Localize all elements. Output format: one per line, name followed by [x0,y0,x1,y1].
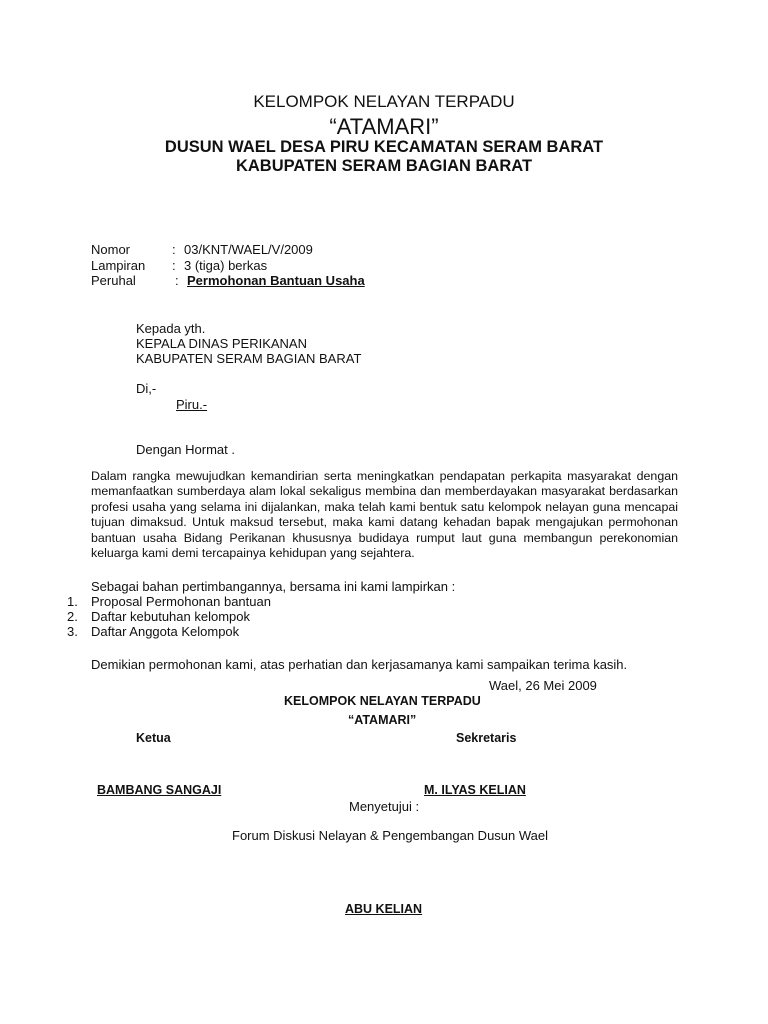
closing-statement: Demikian permohonan kami, atas perhatian dan kerjasamanya kami sampaikan terima kasih. [91,657,628,672]
meta-label: Nomor [91,242,131,257]
signature-group-name: “ATAMARI” [348,713,417,727]
meta-separator: : [172,242,176,257]
list-number: 3. [67,624,78,639]
role-sekretaris: Sekretaris [456,731,517,745]
recipient-place: Piru.- [176,397,208,412]
meta-row-nomor [91,242,491,258]
meta-separator: : [175,273,179,288]
header-line-3: DUSUN WAEL DESA PIRU KECAMATAN SERAM BARAT [164,138,604,156]
body-paragraph: Dalam rangka mewujudkan kemandirian serta meningkatkan pendapatan perkapita masyarakat dengan memanfaatkan sumberdaya alam lokal sekaligus membina dan memberdayakan masyarakat berdasarkan profesi usaha yang selama ini dijalankan, maka telah kami bentuk satu kelompok nelayan guna mencapai tujuan dimaksud. Untuk maksud tersebut, maka kami datang kehadan bapak mengajukan permohonan bantuan usaha Bidang Perikanan khususnya budidaya rumput laut guna membangun perekonomian keluarga kami demi tercapainya kehidupan yang sejahtera. [91,469,678,561]
list-item [67,609,367,625]
list-item [67,624,367,640]
meta-row-lampiran [91,258,491,274]
list-text: Daftar kebutuhan kelompok [91,609,250,624]
recipient-office: KEPALA DINAS PERIKANAN [136,336,307,351]
forum-name: Forum Diskusi Nelayan & Pengembangan Dusun Wael [232,828,549,843]
attachments-intro: Sebagai bahan pertimbangannya, bersama ini kami lampirkan : [91,579,456,594]
list-text: Daftar Anggota Kelompok [91,624,240,639]
header-line-1: KELOMPOK NELAYAN TERPADU [253,92,515,111]
signatory-sekretaris-name: M. ILYAS KELIAN [424,783,526,797]
meta-value-subject: Permohonan Bantuan Usaha [187,273,365,288]
meta-value: 03/KNT/WAEL/V/2009 [184,242,313,257]
list-item [67,594,367,610]
meta-label: Peruhal [91,273,136,288]
meta-separator: : [172,258,176,273]
meta-row-peruhal [91,273,491,289]
header-line-4: KABUPATEN SERAM BAGIAN BARAT [235,157,533,175]
list-text: Proposal Permohonan bantuan [91,594,271,609]
list-number: 2. [67,609,78,624]
header-group-name: “ATAMARI” [329,114,439,139]
recipient-salutation: Kepada yth. [136,321,206,336]
date-line: Wael, 26 Mei 2009 [489,678,597,693]
approval-label: Menyetujui : [349,799,420,814]
signatory-ketua-name: BAMBANG SANGAJI [97,783,222,797]
approver-name: ABU KELIAN [345,902,423,916]
recipient-regency: KABUPATEN SERAM BAGIAN BARAT [136,351,362,366]
meta-value: 3 (tiga) berkas [184,258,268,273]
list-number: 1. [67,594,78,609]
greeting: Dengan Hormat . [136,442,235,457]
signature-org: KELOMPOK NELAYAN TERPADU [284,694,481,708]
recipient-di: Di,- [136,381,157,396]
role-ketua: Ketua [136,731,171,745]
meta-label: Lampiran [91,258,146,273]
